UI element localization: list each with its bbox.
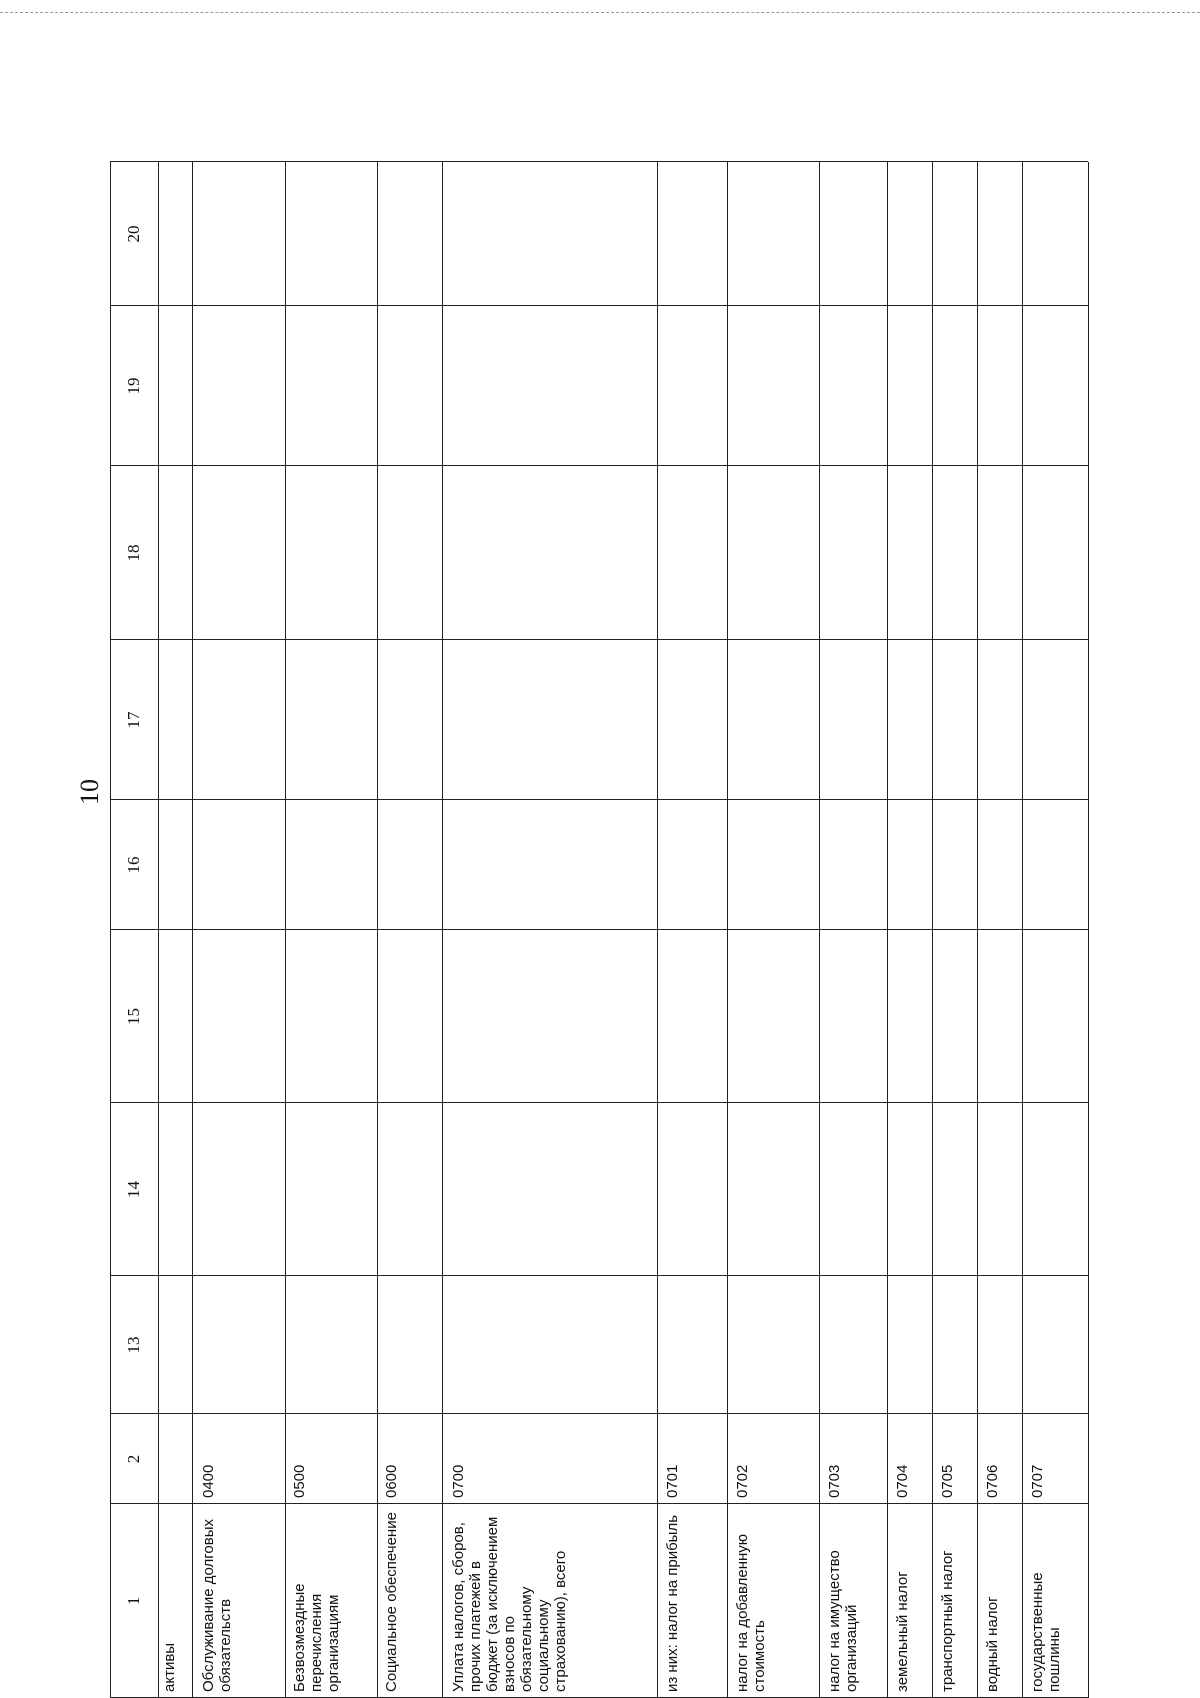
row-code-0600: 0600	[383, 1464, 400, 1498]
row-code-0706: 0706	[984, 1464, 1001, 1498]
row-code-0701: 0701	[664, 1464, 681, 1498]
page-number: 10	[75, 779, 104, 805]
row-code-0400: 0400	[200, 1464, 217, 1498]
row-label-transport-tax: транспортный налог	[939, 1550, 956, 1692]
column-divider	[110, 639, 1088, 640]
row-label-aktivy: активы	[161, 1642, 178, 1692]
row-divider	[727, 162, 728, 1698]
column-header-14: 14	[124, 1181, 143, 1198]
column-divider	[110, 799, 1088, 800]
row-label-grants-to-organizations: Безвозмездные перечисления организациям	[291, 1583, 342, 1692]
column-divider	[110, 1275, 1088, 1276]
row-code-0700: 0700	[450, 1464, 467, 1498]
column-header-15: 15	[124, 1008, 143, 1025]
table-border-right	[110, 161, 1088, 162]
row-label-profit-tax: из них: налог на прибыль	[664, 1514, 681, 1692]
column-header-20: 20	[124, 225, 143, 243]
column-divider	[110, 929, 1088, 930]
row-divider	[1022, 162, 1023, 1698]
row-divider	[158, 162, 159, 1698]
row-code-0705: 0705	[939, 1464, 956, 1498]
column-header-13: 13	[124, 1336, 143, 1354]
column-divider	[110, 1413, 1088, 1414]
row-divider	[932, 162, 933, 1698]
row-label-social-security: Социальное обеспечение	[383, 1512, 400, 1692]
row-label-property-tax: налог на имущество организаций	[826, 1550, 860, 1692]
row-label-debt-service: Обслуживание долговых обязательств	[200, 1519, 234, 1692]
column-header-18: 18	[124, 544, 143, 562]
row-divider	[285, 162, 286, 1698]
row-label-water-tax: водный налог	[984, 1596, 1001, 1692]
row-code-0500: 0500	[291, 1464, 308, 1498]
row-divider	[442, 162, 443, 1698]
row-divider	[887, 162, 888, 1698]
row-label-land-tax: земельный налог	[894, 1571, 911, 1692]
row-divider	[819, 162, 820, 1698]
column-header-1: 1	[124, 1596, 143, 1606]
column-divider	[110, 465, 1088, 466]
row-code-0707: 0707	[1029, 1464, 1046, 1498]
row-divider	[977, 162, 978, 1698]
column-divider	[110, 305, 1088, 306]
row-label-taxes-total: Уплата налогов, сборов, прочих платежей в бюджет (за исключением взносов по обязательному социальному страхованию), всего	[450, 1516, 569, 1692]
row-divider	[657, 162, 658, 1698]
row-code-0702: 0702	[734, 1464, 751, 1498]
row-label-vat: налог на добавленную стоимость	[734, 1533, 768, 1692]
column-header-19: 19	[124, 377, 143, 395]
row-code-0704: 0704	[894, 1464, 911, 1498]
row-divider	[192, 162, 193, 1698]
column-header-2: 2	[124, 1454, 143, 1464]
column-divider	[110, 1102, 1088, 1103]
column-header-16: 16	[124, 856, 143, 874]
column-divider	[110, 1503, 1088, 1504]
row-code-0703: 0703	[826, 1464, 843, 1498]
row-divider	[377, 162, 378, 1698]
column-header-17: 17	[124, 711, 143, 729]
table-border-top	[110, 162, 111, 1698]
table-border-bottom	[1088, 162, 1089, 1698]
row-label-state-duties: государственные пошлины	[1029, 1572, 1063, 1692]
